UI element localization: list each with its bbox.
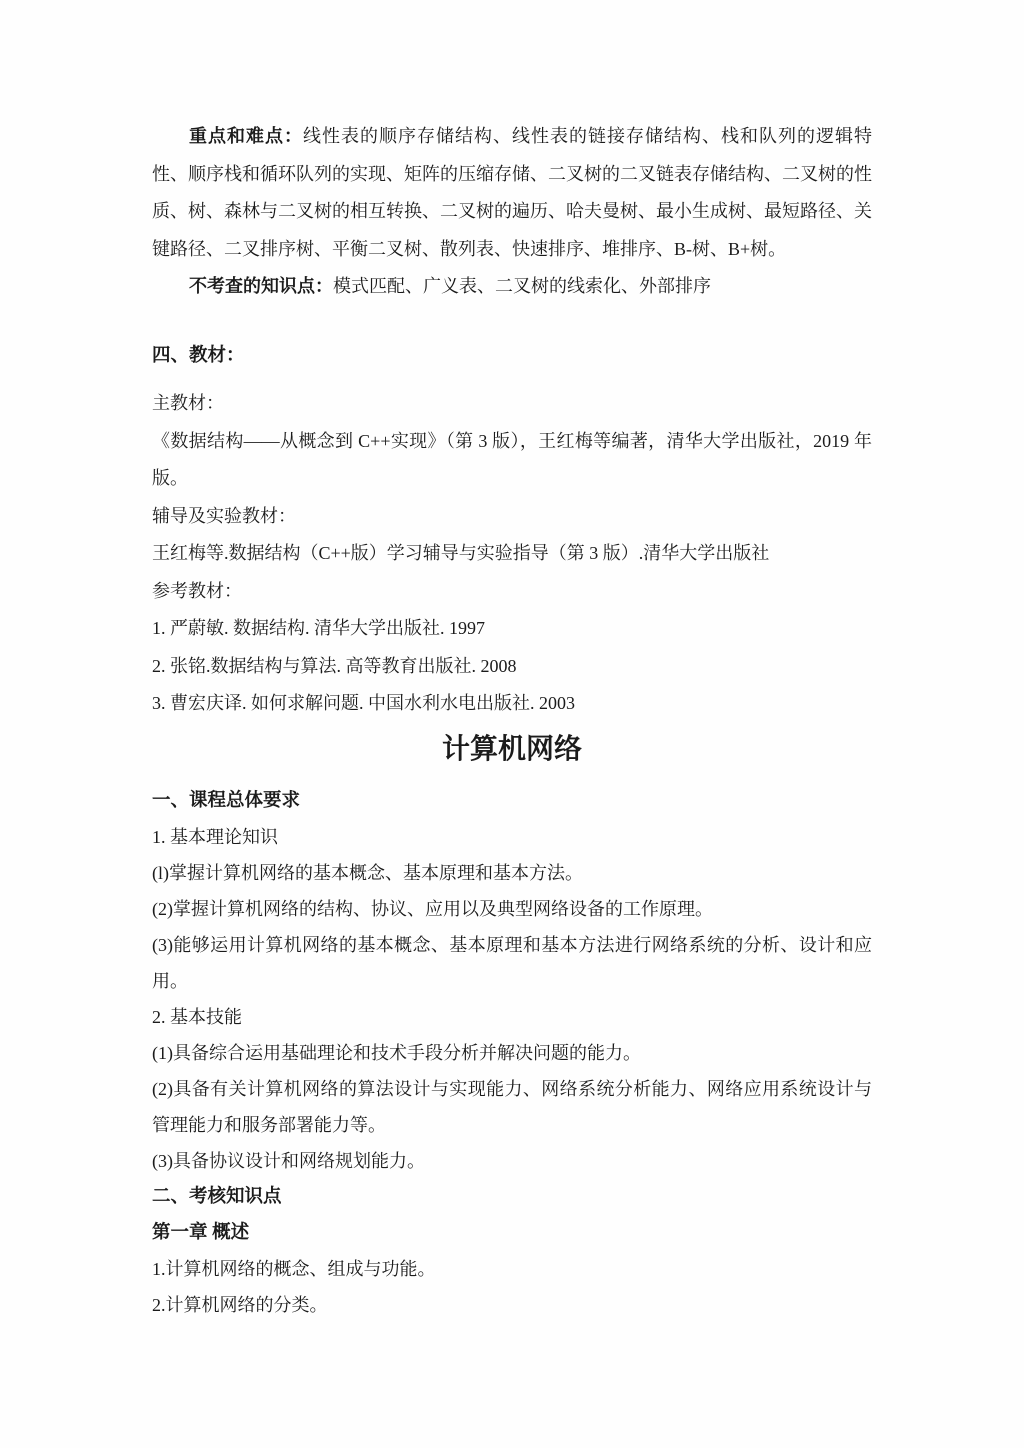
textbook-line-ref-2: 2. 张铭.数据结构与算法. 高等教育出版社. 2008	[152, 655, 517, 676]
key-points-paragraph	[152, 118, 872, 268]
textbook-line-main-book: 《数据结构——从概念到 C++实现》（第 3 版），王红梅等编著，清华大学出版社，2019 年版。	[152, 430, 872, 488]
network-item-basic-theory: 1. 基本理论知识	[152, 826, 278, 847]
network-assessment-heading: 二、考核知识点	[152, 1186, 282, 1207]
textbook-line-ref-label: 参考教材：	[152, 580, 242, 601]
network-chapter1-item-2: 2.计算机网络的分类。	[152, 1294, 328, 1315]
network-item-theory-2: (2)掌握计算机网络的结构、协议、应用以及典型网络设备的工作原理。	[152, 898, 713, 919]
network-item-skill-2: (2)具备有关计算机网络的算法设计与实现能力、网络系统分析能力、网络应用系统设计与管理能力和服务部署能力等。	[152, 1078, 872, 1135]
network-item-theory-1: (l)掌握计算机网络的基本概念、基本原理和基本方法。	[152, 862, 583, 883]
textbook-line-ref-3: 3. 曹宏庆译. 如何求解问题. 中国水利水电出版社. 2003	[152, 693, 575, 713]
network-item-basic-skills: 2. 基本技能	[152, 1006, 242, 1027]
network-chapter1-heading: 第一章 概述	[152, 1222, 250, 1243]
network-item-skill-3: (3)具备协议设计和网络规划能力。	[152, 1150, 425, 1171]
textbook-line-aux-book: 王红梅等.数据结构（C++版）学习辅导与实验指导（第 3 版）.清华大学出版社	[152, 543, 770, 563]
excluded-points-label: 不考查的知识点：	[189, 276, 333, 296]
network-overall-heading: 一、课程总体要求	[152, 790, 301, 811]
network-item-skill-1: (1)具备综合运用基础理论和技术手段分析并解决问题的能力。	[152, 1042, 641, 1063]
textbook-line-ref-1: 1. 严蔚敏. 数据结构. 清华大学出版社. 1997	[152, 618, 485, 638]
document-content	[152, 118, 872, 1323]
network-section-title: 计算机网络	[441, 733, 582, 765]
network-item-theory-3: (3)能够运用计算机网络的基本概念、基本原理和基本方法进行网络系统的分析、设计和应用。	[152, 934, 872, 991]
network-chapter1-item-1: 1.计算机网络的概念、组成与功能。	[152, 1258, 436, 1279]
excluded-points-paragraph	[152, 268, 872, 306]
textbook-list	[152, 385, 872, 723]
excluded-points-text: 模式匹配、广义表、二叉树的线索化、外部排序	[333, 276, 711, 296]
key-points-label: 重点和难点：	[189, 126, 303, 146]
key-points-text: 线性表的顺序存储结构、线性表的链接存储结构、栈和队列的逻辑特性、顺序栈和循环队列的实现、矩阵的压缩存储、二叉树的二叉链表存储结构、二叉树的性质、树、森林与二叉树的相互转换、二叉树的遍历、哈夫曼树、最小生成树、最短路径、关键路径、二叉排序树、平衡二叉树、散列表、快速排序、堆排序、B-树、B+树。	[152, 126, 872, 259]
textbook-line-aux-label: 辅导及实验教材：	[152, 505, 296, 526]
textbook-line-main-label: 主教材：	[152, 393, 224, 413]
textbooks-heading: 四、教材：	[152, 345, 245, 366]
